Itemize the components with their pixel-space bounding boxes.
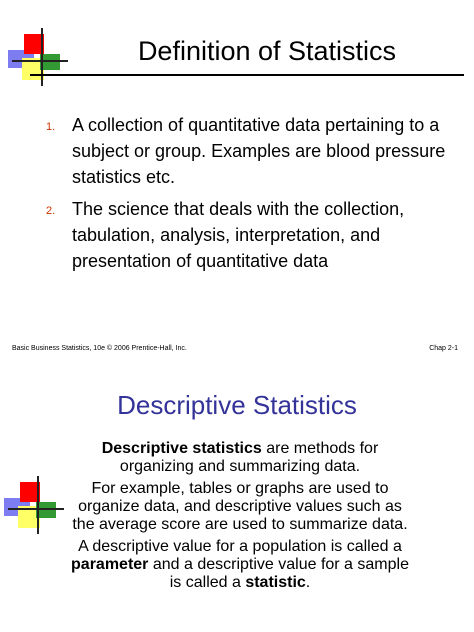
footer-page-number: Chap 2-1: [429, 345, 458, 352]
paragraph-text: and a descriptive value for a sample is called a: [148, 556, 409, 591]
definition-list: [46, 112, 446, 280]
list-item: [46, 196, 446, 274]
slide-body: [70, 440, 410, 596]
title-underline: [30, 74, 464, 76]
list-item-text: A collection of quantitative data pertaining to a subject or group. Examples are blood pressure statistics etc.: [72, 115, 446, 187]
paragraph-text: are methods for organizing and summarizing data.: [119, 440, 379, 475]
list-item: [46, 112, 446, 190]
list-number: 1.: [46, 121, 56, 133]
list-item-text: The science that deals with the collection, tabulation, analysis, interpretation, and presentation of quantitative data: [72, 199, 405, 271]
list-number: 2.: [46, 205, 56, 217]
slide-title: Descriptive Statistics: [117, 390, 357, 420]
paragraph-text: .: [305, 574, 311, 591]
slide-logo-icon: [8, 28, 68, 88]
paragraph: For example, tables or graphs are used to organize data, and descriptive values such as the average score are used to summarize data.: [72, 480, 408, 533]
logo-vertical-line: [41, 28, 43, 86]
logo-horizontal-line: [8, 508, 64, 510]
slide-logo-icon: [4, 476, 64, 536]
bold-term: statistic: [245, 574, 306, 591]
footer-copyright: Basic Business Statistics, 10e © 2006 Prentice-Hall, Inc.: [12, 345, 187, 352]
logo-green-square: [40, 54, 60, 70]
bold-term: parameter: [71, 556, 149, 573]
paragraph: [70, 538, 410, 592]
slide-descriptive-statistics: [0, 362, 474, 632]
logo-horizontal-line: [12, 60, 68, 62]
paragraph: [70, 440, 410, 476]
logo-green-square: [36, 502, 56, 518]
logo-vertical-line: [37, 476, 39, 534]
slide-title: Definition of Statistics: [137, 36, 397, 66]
bold-term: Descriptive statistics: [101, 440, 262, 457]
paragraph-text: A descriptive value for a population is called a: [78, 538, 402, 555]
